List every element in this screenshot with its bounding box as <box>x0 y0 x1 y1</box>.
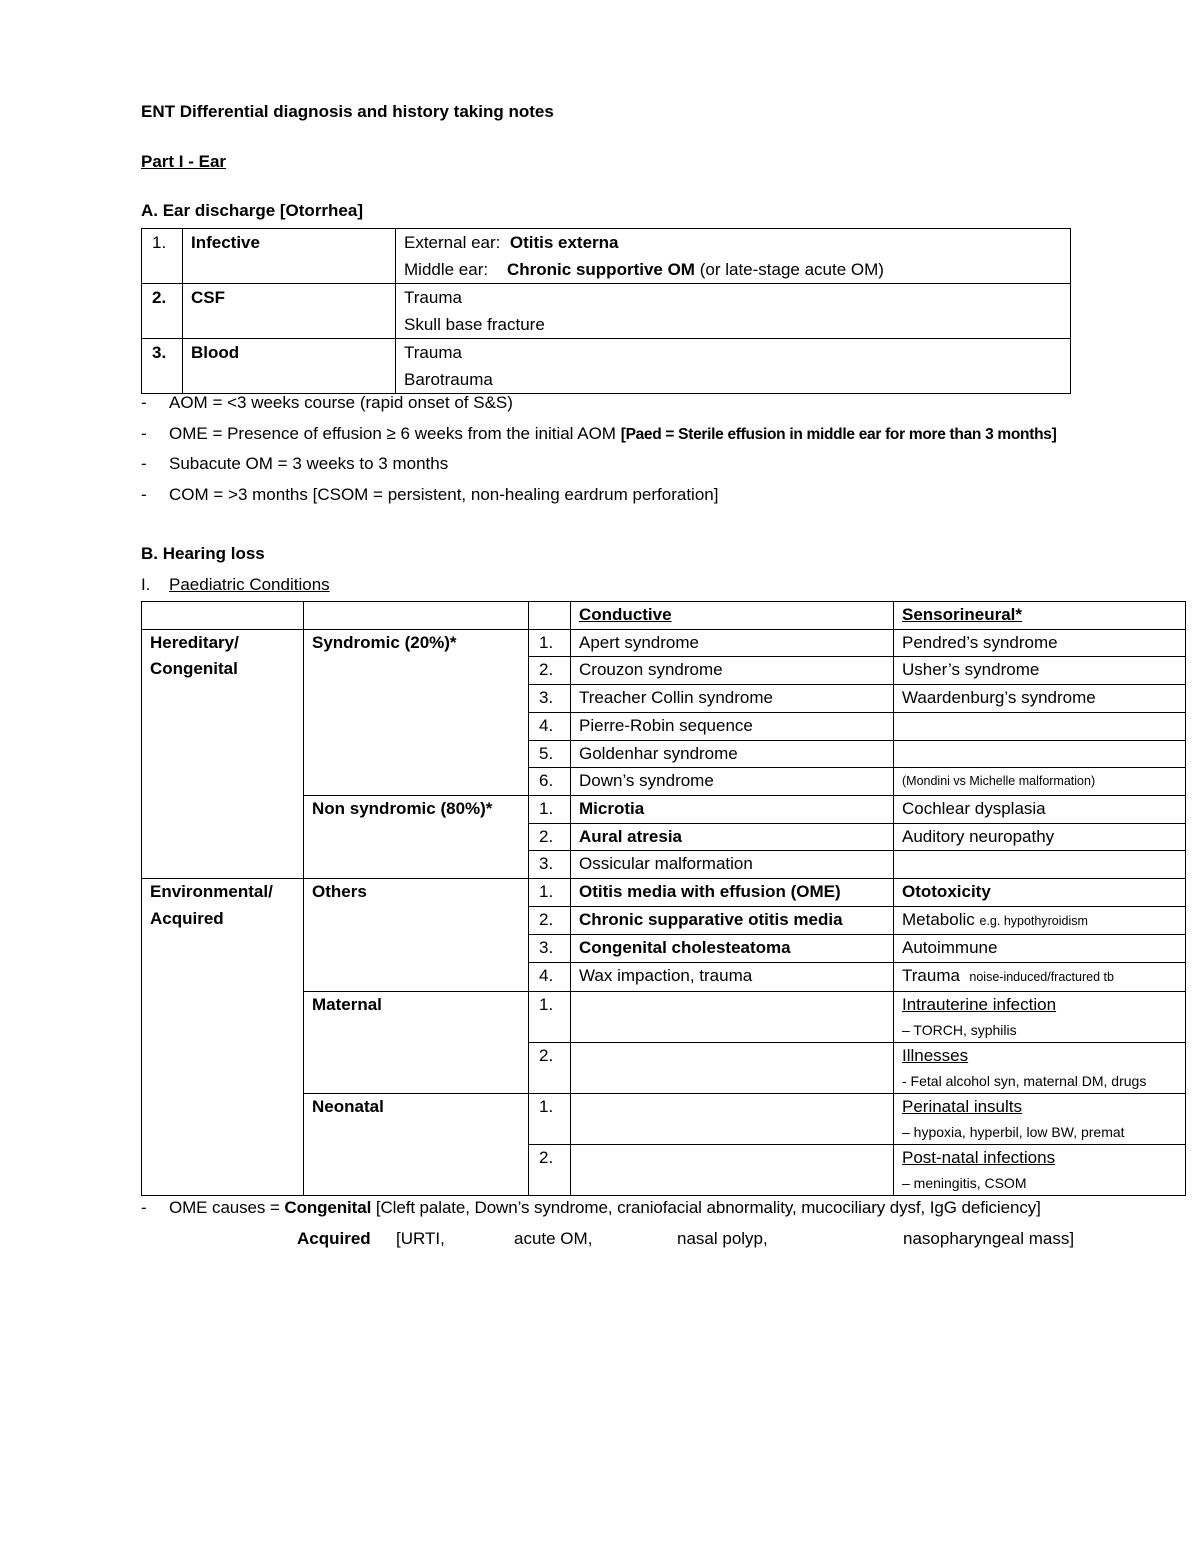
row-number: 2. <box>142 284 183 339</box>
table-row: 4. Pierre-Robin sequence <box>142 712 1186 740</box>
detail-line: Trauma <box>404 343 462 362</box>
detail-value: Chronic supportive OM <box>507 260 695 279</box>
note-aom: - AOM = <3 weeks course (rapid onset of S&S) <box>141 393 513 412</box>
detail-line: Barotrauma <box>404 370 493 389</box>
table-row: Maternal 1. Intrauterine infection – TORCH, syphilis <box>142 991 1186 1042</box>
row-category: Blood <box>183 339 396 394</box>
note-ome: - OME = Presence of effusion ≥ 6 weeks from the initial AOM [Paed = Sterile effusion in middle ear for more than 3 months] <box>141 424 1057 443</box>
table-row <box>142 229 1071 284</box>
row-category: CSF <box>183 284 396 339</box>
detail-value: Otitis externa <box>509 233 619 252</box>
table-row: 3. Ossicular malformation <box>142 851 1186 879</box>
detail-label: Middle ear: <box>404 260 489 279</box>
acquired-item: nasal polyp, <box>677 1229 768 1248</box>
detail-note: (or late-stage acute OM) <box>699 260 884 279</box>
table-row: 2. Post-natal infections – meningitis, CSOM <box>142 1144 1186 1195</box>
acquired-item: acute OM, <box>514 1229 593 1248</box>
table-row: Non syndromic (80%)* 1. Microtia Cochlear dysplasia <box>142 795 1186 823</box>
table-header-row <box>142 602 1186 630</box>
acquired-label: Acquired <box>297 1229 371 1248</box>
table-row: 2. Aural atresia Auditory neuropathy <box>142 823 1186 851</box>
table-row: 2. Illnesses - Fetal alcohol syn, maternal DM, drugs <box>142 1042 1186 1093</box>
row-number: 1. <box>142 229 183 284</box>
column-header-conductive: Conductive <box>571 602 894 630</box>
table-row: 6. Down’s syndrome (Mondini vs Michelle malformation) <box>142 768 1186 796</box>
subgroup-maternal: Maternal <box>304 991 529 1093</box>
section-a-heading: A. Ear discharge [Otorrhea] <box>141 201 364 220</box>
row-details <box>396 284 1071 339</box>
row-category: Infective <box>183 229 396 284</box>
hearing-loss-table <box>141 601 1186 1196</box>
table-row: 4. Wax impaction, trauma Trauma noise-induced/fractured tb <box>142 963 1186 992</box>
table-row: 5. Goldenhar syndrome <box>142 740 1186 768</box>
section-b-heading: B. Hearing loss <box>141 544 265 563</box>
table-row <box>142 284 1071 339</box>
table-row: 3. Congenital cholesteatoma Autoimmune <box>142 935 1186 963</box>
detail-label: External ear: <box>404 233 501 252</box>
ear-discharge-table <box>141 228 1071 394</box>
section-b-subheading: I. Paediatric Conditions <box>141 575 330 594</box>
table-row: Environmental/ Acquired Others 1. Otitis media with effusion (OME) Ototoxicity <box>142 879 1186 907</box>
subgroup-others: Others <box>304 879 529 992</box>
note-com: - COM = >3 months [CSOM = persistent, non-healing eardrum perforation] <box>141 485 719 504</box>
table-row: Hereditary/ Congenital Syndromic (20%)* 1. Apert syndrome Pendred’s syndrome <box>142 629 1186 657</box>
acquired-item: nasopharyngeal mass] <box>903 1229 1075 1248</box>
table-row: 2. Chronic supparative otitis media Metabolic e.g. hypothyroidism <box>142 906 1186 935</box>
subgroup-non-syndromic: Non syndromic (80%)* <box>304 795 529 878</box>
row-details <box>396 339 1071 394</box>
subgroup-syndromic: Syndromic (20%)* <box>304 629 529 795</box>
column-header-sensorineural: Sensorineural* <box>894 602 1186 630</box>
detail-line: Skull base fracture <box>404 315 545 334</box>
part-heading: Part I - Ear <box>141 152 227 171</box>
acquired-item: [URTI, <box>396 1229 445 1248</box>
table-row <box>142 339 1071 394</box>
detail-line: Trauma <box>404 288 462 307</box>
table-row: 3. Treacher Collin syndrome Waardenburg’s syndrome <box>142 685 1186 713</box>
note-ome-causes: - OME causes = Congenital [Cleft palate, Down’s syndrome, craniofacial abnormality, mucociliary dysf, IgG deficiency] <box>141 1198 1041 1217</box>
table-row: 2. Crouzon syndrome Usher’s syndrome <box>142 657 1186 685</box>
row-details <box>396 229 1071 284</box>
note-subacute-om: - Subacute OM = 3 weeks to 3 months <box>141 454 449 473</box>
group-environmental: Environmental/ Acquired <box>142 879 304 1196</box>
row-number: 3. <box>142 339 183 394</box>
document-title: ENT Differential diagnosis and history taking notes <box>141 102 554 121</box>
group-hereditary: Hereditary/ Congenital <box>142 629 304 878</box>
table-row: Neonatal 1. Perinatal insults – hypoxia, hyperbil, low BW, premat <box>142 1093 1186 1144</box>
subgroup-neonatal: Neonatal <box>304 1093 529 1195</box>
